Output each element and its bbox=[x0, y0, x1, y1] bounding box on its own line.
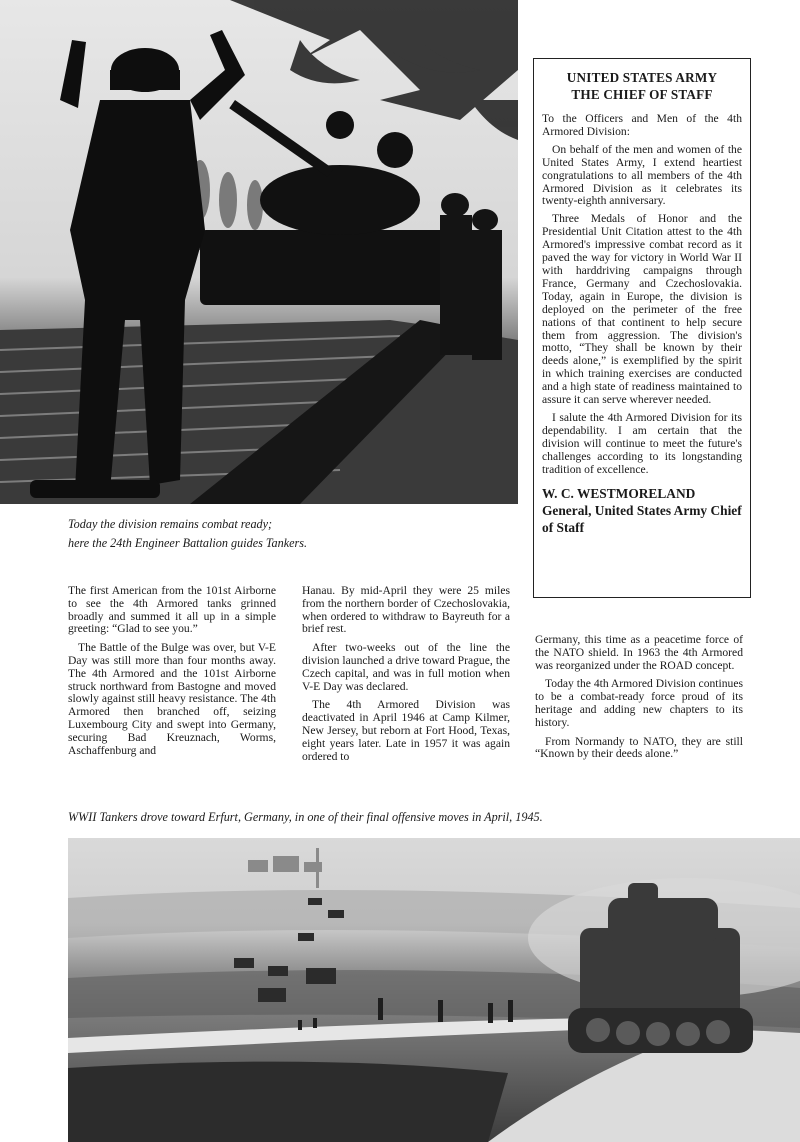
article-paragraph: The 4th Armored Division was deactivated in April 1946 at Camp Kilmer, New Jersey, but reborn at Fort Hood, Texas, eight years later. Late in 1957 it was again ordered to bbox=[302, 698, 510, 763]
article-paragraph: The Battle of the Bulge was over, but V-E Day was still more than four months away. The 4th Armored and the 101st Airborne struck northward from Bastogne and moved slowly against still heavy resistance. The 4th Armored then branched off, seizing Luxembourg City and swept into Germany, securing Bad Kreuznach, Worms, Aschaffenburg and bbox=[68, 641, 276, 757]
top-photo-caption bbox=[68, 515, 508, 553]
letter-salutation: To the Officers and Men of the 4th Armored Division: bbox=[542, 112, 742, 138]
photo-wwii-tankers-erfurt-art bbox=[68, 838, 800, 1142]
signature-title: General, United States Army Chief of Staff bbox=[542, 503, 742, 536]
letter-signature bbox=[542, 485, 742, 536]
letter-heading-line1: UNITED STATES ARMY bbox=[566, 70, 718, 85]
signature-name: W. C. WESTMORELAND bbox=[542, 486, 696, 502]
bottom-photo-caption: WWII Tankers drove toward Erfurt, Germany, in one of their final offensive moves in April, 1945. bbox=[68, 810, 543, 824]
article-paragraph: Today the 4th Armored Division continues to be a combat-ready force proud of its heritage and adding new chapters to its history. bbox=[535, 677, 743, 729]
article-paragraph: Germany, this time as a peacetime force of the NATO shield. In 1963 the 4th Armored was reorganized under the ROAD concept. bbox=[535, 633, 743, 672]
article-column-1 bbox=[68, 585, 276, 757]
top-caption-line1: Today the division remains combat ready; bbox=[68, 517, 273, 531]
photo-engineer-guiding-tank bbox=[0, 0, 518, 504]
letter-paragraph: On behalf of the men and women of the United States Army, I extend heartiest congratulations to all members of the 4th Armored Division as it celebrates its twenty-eighth anniversary. bbox=[542, 142, 742, 208]
article-column-3 bbox=[535, 634, 743, 761]
article-column-2 bbox=[302, 585, 510, 763]
article-paragraph: After two-weeks out of the line the division launched a drive toward Prague, the Czech capital, and was in full motion when V-E Day was declared. bbox=[302, 641, 510, 693]
letter-heading-line2: THE CHIEF OF STAFF bbox=[571, 87, 713, 102]
article-paragraph: From Normandy to NATO, they are still “Known by their deeds alone.” bbox=[535, 734, 743, 761]
top-caption-line2: here the 24th Engineer Battalion guides Tankers. bbox=[68, 536, 308, 550]
article-paragraph: Hanau. By mid-April they were 25 miles from the northern border of Czechoslovakia, when ordered to withdraw to Bayreuth for a brief rest. bbox=[302, 584, 510, 636]
photo-engineer-guiding-tank-art bbox=[0, 0, 518, 504]
letter-paragraph: Three Medals of Honor and the Presidential Unit Citation attest to the 4th Armored's impressive combat record as it paved the way for victory in World War II with harddriving campaigns through France, Germany and Czechoslovakia. Today, again in Europe, the division is deployed on the perimeter of the free nations of that continent to help secure them from aggression. The division's motto, “They shall be known by their deeds alone,” is exemplified by the spirit in which training exercises are conducted and a high state of readiness maintained to assure it can serve wherever needed. bbox=[542, 212, 742, 407]
chief-of-staff-letter bbox=[533, 58, 751, 598]
photo-wwii-tankers-erfurt bbox=[68, 838, 800, 1142]
article-paragraph: The first American from the 101st Airborne to see the 4th Armored tanks grinned broadly and summed it all up in a simple greeting: “Glad to see you.” bbox=[68, 584, 276, 636]
letter-paragraph: I salute the 4th Armored Division for its dependability. I am certain that the division will continue to meet the future's challenges according to its longstanding tradition of excellence. bbox=[542, 410, 742, 476]
